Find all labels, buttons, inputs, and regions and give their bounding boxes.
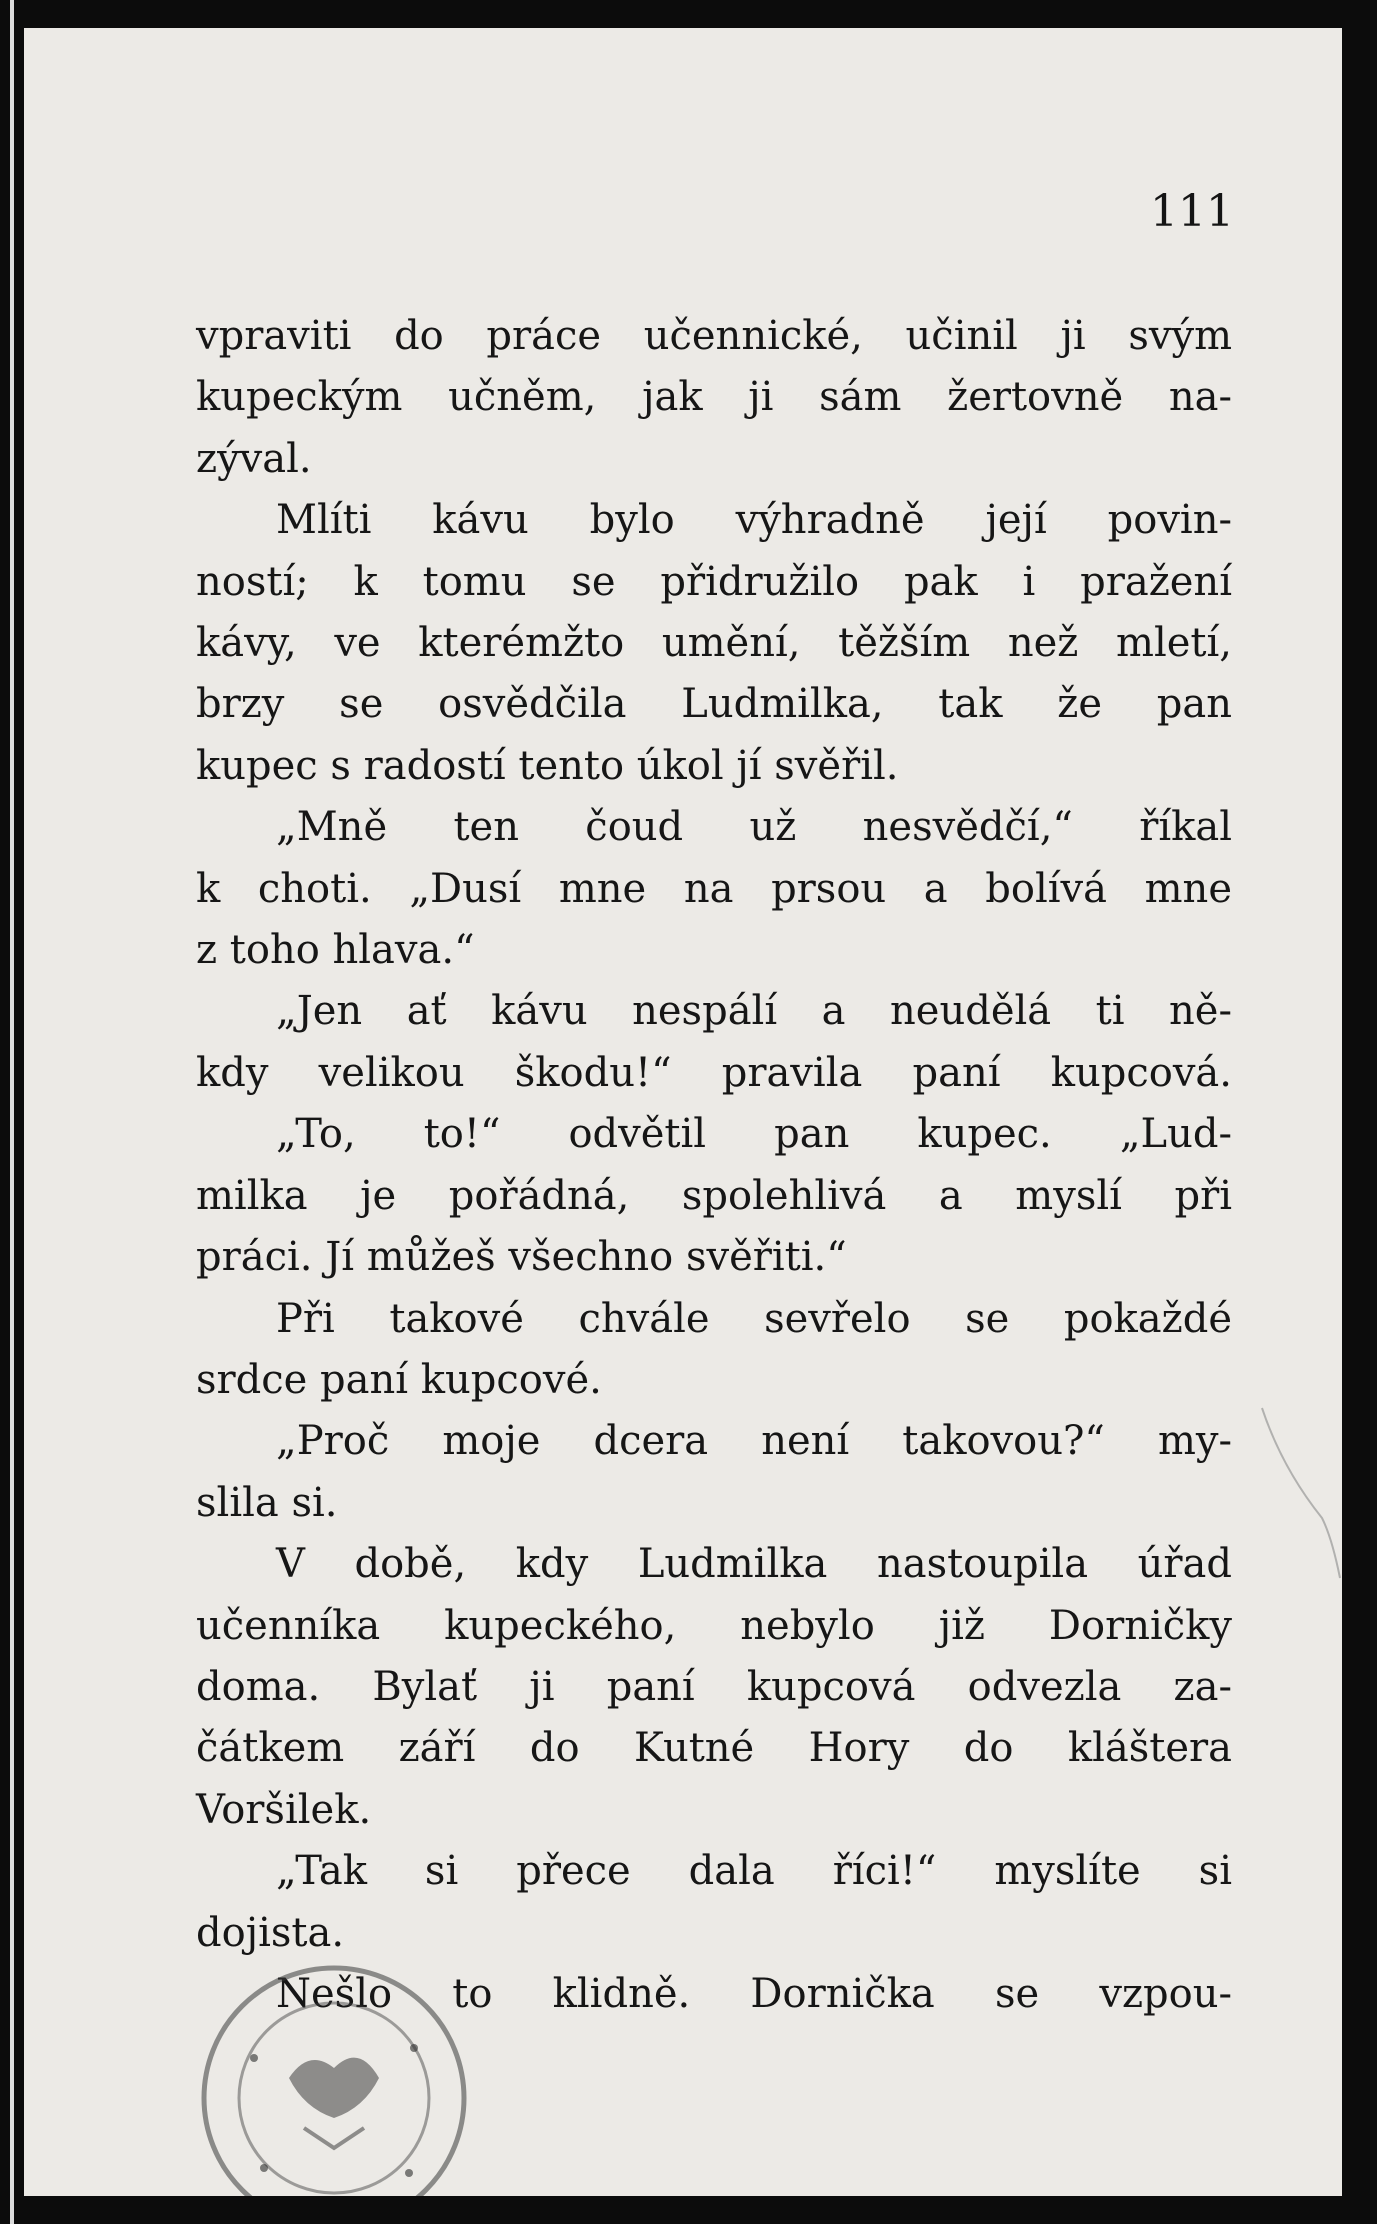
text-line: kdy velikou škodu!“ pravila paní kupcová.	[196, 1049, 1232, 1096]
text-line: čátkem září do Kutné Hory do kláštera	[196, 1725, 1232, 1772]
text-line: milka je pořádná, spolehlivá a myslí při	[196, 1172, 1232, 1219]
text-line: „To, to!“ odvětil pan kupec. „Lud-	[276, 1111, 1232, 1158]
text-line: brzy se osvědčila Ludmilka, tak že pan	[196, 681, 1232, 728]
body-text	[196, 306, 1232, 2025]
library-stamp-icon	[184, 1928, 504, 2196]
text-line: k choti. „Dusí mne na prsou a bolívá mne	[196, 865, 1232, 912]
text-line: slila si.	[196, 1479, 338, 1526]
text-line: vpraviti do práce učennické, učinil ji svým	[196, 313, 1232, 359]
binding-edge	[10, 0, 14, 2224]
text-line: z toho hlava.“	[196, 927, 475, 974]
text-line: Při takové chvále sevřelo se pokaždé	[276, 1295, 1232, 1342]
text-line: V době, kdy Ludmilka nastoupila úřad	[276, 1541, 1232, 1588]
text-line: dojista.	[196, 1909, 345, 1956]
text-line: kupec s radostí tento úkol jí svěřil.	[196, 742, 899, 789]
text-line: ností; k tomu se přidružilo pak i pražení	[196, 558, 1232, 605]
text-line: „Jen ať kávu nespálí a neudělá ti ně-	[276, 988, 1232, 1035]
text-line: Nešlo to klidně. Dornička se vzpou-	[276, 1970, 1232, 2017]
text-line: srdce paní kupcové.	[196, 1356, 602, 1403]
page-smudge-icon	[1252, 1398, 1342, 1598]
text-line: učenníka kupeckého, nebylo již Dorničky	[196, 1602, 1232, 1649]
book-page	[24, 28, 1342, 2196]
text-line: kupeckým učněm, jak ji sám žertovně na-	[196, 374, 1232, 421]
text-line: zýval.	[196, 435, 312, 482]
page-number: 111	[1150, 186, 1234, 237]
text-line: kávy, ve kterémžto umění, těžším než mletí,	[196, 620, 1232, 667]
text-line: práci. Jí můžeš všechno svěřiti.“	[196, 1234, 847, 1281]
text-line: „Tak si přece dala říci!“ myslíte si	[276, 1848, 1232, 1895]
text-line: Mlíti kávu bylo výhradně její povin-	[276, 497, 1232, 544]
text-line: „Mně ten čoud už nesvědčí,“ říkal	[276, 804, 1232, 851]
text-line: „Proč moje dcera není takovou?“ my-	[276, 1418, 1232, 1465]
text-line: doma. Bylať ji paní kupcová odvezla za-	[196, 1663, 1232, 1710]
text-line: Voršilek.	[196, 1786, 372, 1833]
